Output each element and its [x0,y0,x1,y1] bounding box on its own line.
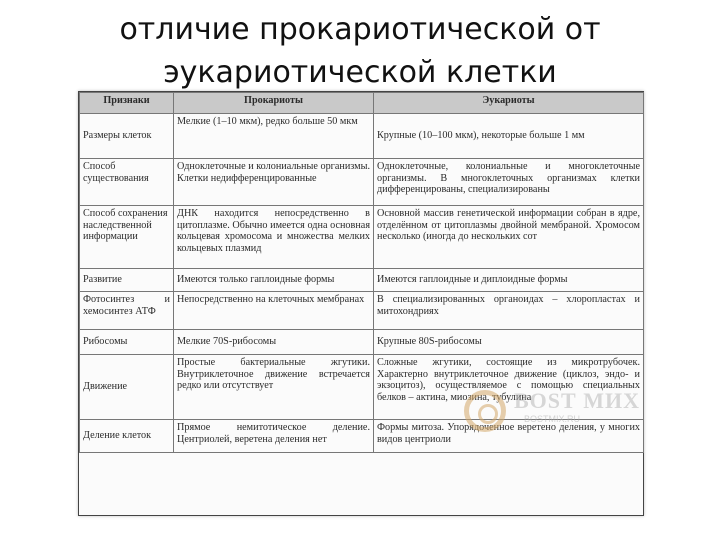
page-title [0,8,720,94]
table-row [80,159,644,206]
table-row [80,114,644,159]
prokaryote-cell: Непосредственно на клеточных мембранах [174,292,374,330]
header-prokaryotes: Прокариоты [174,93,374,114]
prokaryote-cell: ДНК находится непосредственно в цитоплазме. Обычно имеется одна основная кольцевая хромосома и множества мелких кольцевых плазмид [174,206,374,269]
eukaryote-cell: Имеются гаплоидные и диплоидные формы [374,269,644,292]
watermark-brand: ВОSТ МИХ [514,388,640,413]
comparison-table [79,92,644,453]
feature-cell: Фотосинтез и хемосинтез АТФ [80,292,174,330]
eukaryote-cell: Одноклеточные, колониальные и многоклеточные организмы. В многоклеточных организмах клетки дифференцированы, специализированы [374,159,644,206]
prokaryote-cell: Имеются только гаплоидные формы [174,269,374,292]
feature-cell: Способ существования [80,159,174,206]
table-row [80,206,644,269]
feature-cell: Способ сохранения наследственной информации [80,206,174,269]
feature-cell: Деление клеток [80,420,174,453]
table-row [80,292,644,330]
watermark-sub: BOSTMIX.RU [524,414,581,424]
eukaryote-cell: Крупные (10–100 мкм), некоторые больше 1 мм [374,114,644,159]
table-header-row [80,93,644,114]
comparison-table-image [78,91,644,516]
table-row [80,420,644,453]
feature-cell: Развитие [80,269,174,292]
prokaryote-cell: Прямое немитотическое деление. Центриолей, веретена деления нет [174,420,374,453]
prokaryote-cell: Одноклеточные и колониальные организмы. Клетки недифференцированные [174,159,374,206]
title-line-1: отличие прокариотической от [119,12,601,47]
prokaryote-cell: Мелкие 70S-рибосомы [174,330,374,355]
prokaryote-cell: Простые бактериальные жгутики. Внутриклеточное движение встречается редко или отсутствует [174,355,374,420]
table-row [80,355,644,420]
title-line-2: эукариотической клетки [163,55,557,90]
feature-cell: Движение [80,355,174,420]
eukaryote-cell: Сложные жгутики, состоящие из микротрубочек. Характерно внутриклеточное движение (циклоз, эндо- и экзоцитоз), осуществляемое с помощью специальных белков – актина, миозина, тубулина [374,355,644,420]
eukaryote-cell: Формы митоза. Упорядоченное веретено деления, у многих видов центриоли [374,420,644,453]
feature-cell: Размеры клеток [80,114,174,159]
eukaryote-cell: Крупные 80S-рибосомы [374,330,644,355]
eukaryote-cell: В специализированных органоидах – хлоропластах и митохондриях [374,292,644,330]
eukaryote-cell: Основной массив генетической информации собран в ядре, отделённом от цитоплазмы двойной мембраной. Хромосом несколько (иногда до нескольких сот [374,206,644,269]
feature-cell: Рибосомы [80,330,174,355]
header-eukaryotes: Эукариоты [374,93,644,114]
prokaryote-cell: Мелкие (1–10 мкм), редко больше 50 мкм [174,114,374,159]
table-row [80,269,644,292]
header-features: Признаки [80,93,174,114]
table-row [80,330,644,355]
